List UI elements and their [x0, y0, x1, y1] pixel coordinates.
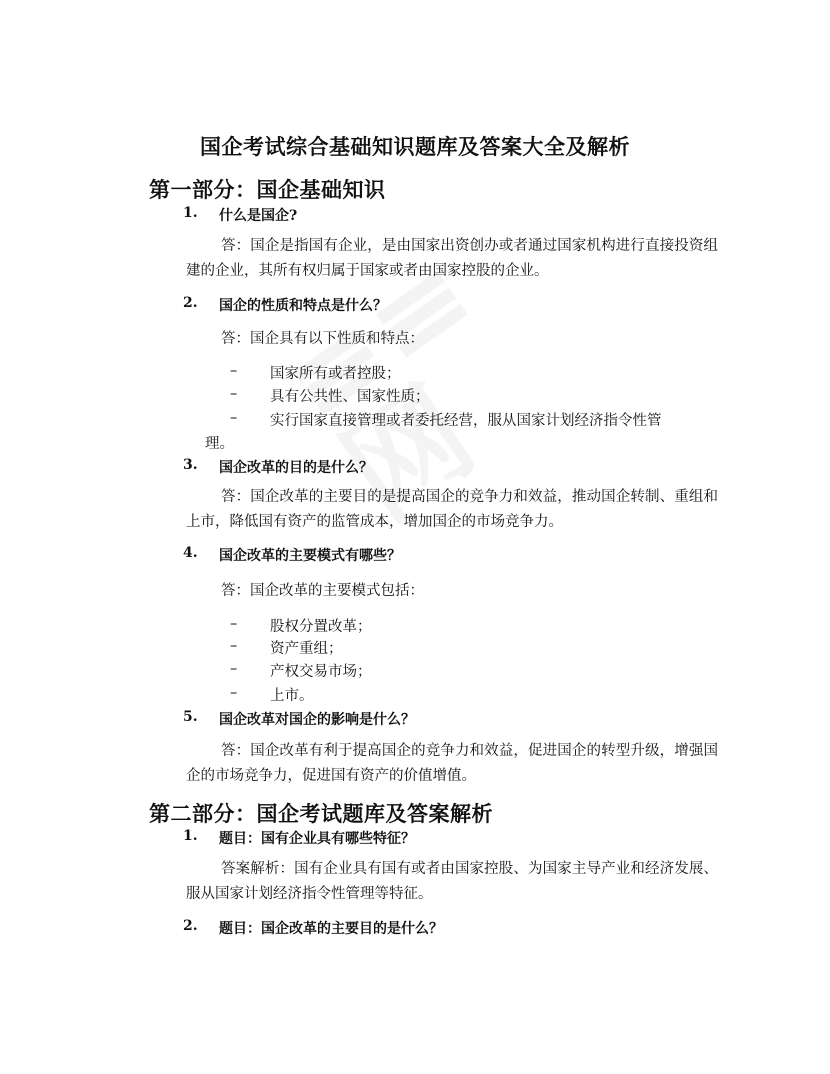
- question-number: 4.: [183, 545, 198, 561]
- question-text: 国企改革的主要模式有哪些？: [219, 548, 401, 564]
- bullet-dash: –: [230, 638, 238, 654]
- question-number: 1.: [183, 828, 198, 844]
- question-number: 1.: [183, 205, 198, 221]
- list-item: 上市。: [270, 688, 314, 704]
- bullet-dash: –: [230, 410, 238, 426]
- bullet-dash: –: [230, 661, 238, 677]
- bullet-dash: –: [230, 386, 238, 402]
- list-item: 实行国家直接管理或者委托经营，服从国家计划经济指令性管: [270, 413, 662, 429]
- list-item: 具有公共性、国家性质；: [270, 389, 430, 405]
- question-text: 题目：国企改革的主要目的是什么？: [219, 921, 443, 937]
- answer-paragraph: 答：国企改革的主要目的是提高国企的竞争力和效益，推动国企转制、重组和上市，降低国有资产的监管成本，增加国企的市场竞争力。: [186, 489, 718, 530]
- question-text: 国企的性质和特点是什么？: [219, 298, 387, 314]
- list-item: 产权交易市场；: [270, 664, 372, 680]
- section-heading-part2: 第二部分：国企考试题库及答案解析: [149, 801, 493, 826]
- question-number: 5.: [183, 709, 198, 725]
- question-number: 2.: [183, 918, 198, 934]
- list-item: 资产重组；: [270, 641, 343, 657]
- document-title: 国企考试综合基础知识题库及答案大全及解析: [200, 134, 630, 159]
- bullet-dash: –: [230, 616, 238, 632]
- question-text: 题目：国有企业具有哪些特征？: [219, 831, 415, 847]
- section-heading-part1: 第一部分：国企基础知识: [149, 177, 386, 202]
- question-text: 国企改革的目的是什么？: [219, 460, 373, 476]
- answer-paragraph: 答：国企改革有利于提高国企的竞争力和效益，促进国企的转型升级，增强国企的市场竞争力，促进国有资产的价值增值。: [186, 743, 718, 784]
- list-item: 国家所有或者控股；: [270, 366, 401, 382]
- list-item-continuation: 理。: [205, 436, 234, 452]
- bullet-dash: –: [230, 685, 238, 701]
- question-number: 3.: [183, 457, 198, 473]
- question-text: 什么是国企?: [219, 208, 298, 224]
- answer-paragraph: 答：国企是指国有企业，是由国家出资创办或者通过国家机构进行直接投资组建的企业，其所有权归属于国家或者由国家控股的企业。: [186, 238, 718, 279]
- answer-lead: 答：国企改革的主要模式包括：: [221, 583, 424, 599]
- answer-lead: 答：国企具有以下性质和特点：: [221, 331, 424, 347]
- question-number: 2.: [183, 295, 198, 311]
- list-item: 股权分置改革；: [270, 619, 372, 635]
- bullet-dash: –: [230, 363, 238, 379]
- answer-paragraph: 答案解析：国有企业具有国有或者由国家控股、为国家主导产业和经济发展、服从国家计划经济指令性管理等特征。: [186, 861, 718, 902]
- question-text: 国企改革对国企的影响是什么？: [219, 712, 415, 728]
